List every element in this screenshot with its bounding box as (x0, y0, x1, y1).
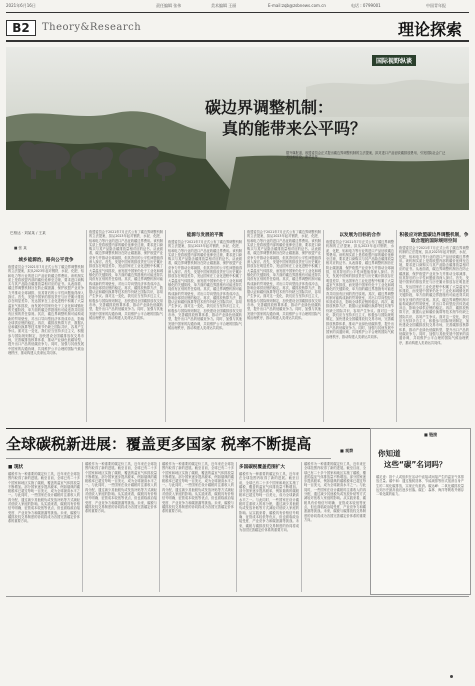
bottom-column-4 (239, 462, 299, 594)
headline-line-2: 真的能带来公平吗？ (222, 119, 367, 138)
glossary-text (376, 475, 464, 590)
column-text: 欧盟委员会于2021年7月正式公布了碳边界调整机制的立法提案，拟从2023年起对钢铁、水泥、化肥、铝和电力等行业的进口产品征收碳边界费用。该机制实质上是将欧盟内部的碳价延伸至边境，要求进口商购买与其产品隐含碳排放量相对应的证书。从表面看，碳边界调整机制旨在防止碳泄漏、保护欧盟产业竞争力并推动全球减排，但其背后的公平性问题值得深入探讨。首先，发展中国家的排放责任与历史累计排放存在明显差异，发达国家在工业化进程中积累了大量温室气体排放，而发展中国家仍处于工业化和城镇化的关键阶段，单方面的碳边界措施有可能违背共同但有区别的责任原则。其次，碳边界调整机制可能构成新的贸易壁垒，对出口导向型经济体造成冲击，影响全球供应链的稳定。再次，碳排放核算方法、数据认证和碳价换算等技术细节仍缺乏国际共识，容易产生争议。面对这一变化，我们应当坚持多边主义，积极参与国际规则制定，加快建设全国碳排放权交易市场，完善碳排放核算体系，推动产业绿色低碳转型，提升出口产品的低碳竞争力。同时，加强与其他发展中国家的沟通协调，共同维护公平合理的国际气候治理秩序，推动构建人类命运共同体。 (326, 240, 394, 339)
column-text: 欧盟委员会于2021年7月正式公布了碳边界调整机制的立法提案，拟从2023年起对钢铁、水泥、化肥、铝和电力等行业的进口产品征收碳边界费用。该机制实质上是将欧盟内部的碳价延伸至边境，要求进口商购买与其产品隐含碳排放量相对应的证书。从表面看，碳边界调整机制旨在防止碳泄漏、保护欧盟产业竞争力并推动全球减排，但其背后的公平性问题值得深入探讨。首先，发展中国家的排放责任与历史累计排放存在明显差异，发达国家在工业化进程中积累了大量温室气体排放，而发展中国家仍处于工业化和城镇化的关键阶段，单方面的碳边界措施有可能违背共同但有区别的责任原则。其次，碳边界调整机制可能构成新的贸易壁垒，对出口导向型经济体造成冲击，影响全球供应链的稳定。再次，碳排放核算方法、数据认证和碳价换算等技术细节仍缺乏国际共识，容易产生争议。面对这一变化，我们应当坚持多边主义，积极参与国际规则制定，加快建设全国碳排放权交易市场，完善碳排放核算体系，推动产业绿色低碳转型，提升出口产品的低碳竞争力。同时，加强与其他发展中国家的沟通协调，共同维护公平合理的国际气候治理秩序，推动构建人类命运共同体。 (168, 240, 242, 330)
column-text: 碳税作为一种重要的碳定价工具，近年来在全球范围内取得了新的进展。截至目前，全球已有二十多个国家和地区实施了碳税，覆盖的温室气体排放量不断增加。部分国家逐步提高税率，例如瑞典的碳税税率已超过每吨一百美元，成为全球最高水平之一。与此同时，一些国家在设计碳税时注重收入的再分配，通过减少其他税负或发放补贴等方式减轻对低收入家庭的影响。从实践来看，碳税具有价格信号明确、征管成本较低等优点，但也面临政治接受度、产业竞争力和碳泄漏等挑战。未来，碳税与碳排放权交易制度的协同将成为各国完善碳定价体系的重要方向。 (85, 462, 157, 514)
page-number: B2 (6, 20, 36, 36)
headline-line-1: 碳边界调整机制： (205, 98, 334, 117)
phone-number: 电话 : 0799001 (351, 3, 381, 8)
bottom-column-5 (304, 462, 366, 594)
glossary-body: 碳足迹：指个人或组织在活动中直接或间接产生的温室气体排放总量。碳中和：通过植树造林、节能减排等形式抵消自身产生的二氧化碳排放，实现正负抵消。碳达峰：二氧化碳排放量达到历史最高值后逐步回落。碳汇：森林、海洋等吸收并储存二氧化碳的能力。 (376, 475, 464, 497)
glossary-title-line-1: 你知道 (378, 449, 401, 458)
article-column-5 (326, 230, 394, 423)
column-divider (159, 462, 160, 592)
article-column-2 (89, 230, 163, 423)
column-text: 欧盟委员会于2021年7月正式公布了碳边界调整机制的立法提案，拟从2023年起对钢铁、水泥、化肥、铝和电力等行业的进口产品征收碳边界费用。该机制实质上是将欧盟内部的碳价延伸至边境，要求进口商购买与其产品隐含碳排放量相对应的证书。从表面看，碳边界调整机制旨在防止碳泄漏、保护欧盟产业竞争力并推动全球减排，但其背后的公平性问题值得深入探讨。首先，发展中国家的排放责任与历史累计排放存在明显差异，发达国家在工业化进程中积累了大量温室气体排放，而发展中国家仍处于工业化和城镇化的关键阶段，单方面的碳边界措施有可能违背共同但有区别的责任原则。其次，碳边界调整机制可能构成新的贸易壁垒，对出口导向型经济体造成冲击，影响全球供应链的稳定。再次，碳排放核算方法、数据认证和碳价换算等技术细节仍缺乏国际共识，容易产生争议。面对这一变化，我们应当坚持多边主义，积极参与国际规则制定，加快建设全国碳排放权交易市场，完善碳排放核算体系，推动产业绿色低碳转型，提升出口产品的低碳竞争力。同时，加强与其他发展中国家的沟通协调，共同维护公平合理的国际气候治理秩序，推动构建人类命运共同体。 (399, 246, 469, 345)
headline-underline (6, 458, 331, 459)
masthead-line (6, 2, 469, 10)
page-marker-dot (450, 675, 453, 678)
photo-caption: 据外媒报道，欧盟委员会正式提出碳边界调整机制的立法提案，拟对进口产品征收碳排放费用，引发国际社会广泛关注和讨论。新华社发 (286, 151, 446, 160)
section-title: 理论探索 (398, 20, 463, 39)
subhead: ■ 现状 (8, 465, 24, 470)
article-column-4 (247, 230, 321, 423)
author: ■ 张 某 (14, 246, 27, 250)
bottom-column-2 (85, 462, 157, 594)
paper-name: 中国青年报 (426, 3, 446, 8)
column-text: 碳税作为一种重要的碳定价工具，近年来在全球范围内取得了新的进展。截至目前，全球已有二十多个国家和地区实施了碳税，覆盖的温室气体排放量不断增加。部分国家逐步提高税率，例如瑞典的碳税税率已超过每吨一百美元，成为全球最高水平之一。与此同时，一些国家在设计碳税时注重收入的再分配，通过减少其他税负或发放补贴等方式减轻对低收入家庭的影响。从实践来看，碳税具有价格信号明确、征管成本较低等优点，但也面临政治接受度、产业竞争力和碳泄漏等挑战。未来，碳税与碳排放权交易制度的协同将成为各国完善碳定价体系的重要方向。 (304, 462, 366, 522)
section-english-name: Theory&Research (42, 22, 142, 33)
column-divider (236, 462, 237, 592)
column-divider (82, 462, 83, 592)
bottom-column-1 (8, 462, 80, 594)
column-divider (396, 230, 397, 422)
email-address: E-mail:zqb@zsbnews.com.cn (268, 3, 326, 8)
dateline: 巴格达 · 刘某某 / 王某 (10, 231, 46, 235)
article-column-1 (8, 255, 84, 423)
bottom-headline: 全球碳税新进展：覆盖更多国家 税率不断提高 (6, 435, 312, 453)
column-text: 碳税作为一种重要的碳定价工具，近年来在全球范围内取得了新的进展。截至目前，全球已有二十多个国家和地区实施了碳税，覆盖的温室气体排放量不断增加。部分国家逐步提高税率，例如瑞典的碳税税率已超过每吨一百美元，成为全球最高水平之一。与此同时，一些国家在设计碳税时注重收入的再分配，通过减少其他税负或发放补贴等方式减轻对低收入家庭的影响。从实践来看，碳税具有价格信号明确、征管成本较低等优点，但也面临政治接受度、产业竞争力和碳泄漏等挑战。未来，碳税与碳排放权交易制度的协同将成为各国完善碳定价体系的重要方向。 (239, 472, 299, 532)
column-text: 欧盟委员会于2021年7月正式公布了碳边界调整机制的立法提案，拟从2023年起对钢铁、水泥、化肥、铝和电力等行业的进口产品征收碳边界费用。该机制实质上是将欧盟内部的碳价延伸至边境，要求进口商购买与其产品隐含碳排放量相对应的证书。从表面看，碳边界调整机制旨在防止碳泄漏、保护欧盟产业竞争力并推动全球减排，但其背后的公平性问题值得深入探讨。首先，发展中国家的排放责任与历史累计排放存在明显差异，发达国家在工业化进程中积累了大量温室气体排放，而发展中国家仍处于工业化和城镇化的关键阶段，单方面的碳边界措施有可能违背共同但有区别的责任原则。其次，碳边界调整机制可能构成新的贸易壁垒，对出口导向型经济体造成冲击，影响全球供应链的稳定。再次，碳排放核算方法、数据认证和碳价换算等技术细节仍缺乏国际共识，容易产生争议。面对这一变化，我们应当坚持多边主义，积极参与国际规则制定，加快建设全国碳排放权交易市场，完善碳排放核算体系，推动产业绿色低碳转型，提升出口产品的低碳竞争力。同时，加强与其他发展中国家的沟通协调，共同维护公平合理的国际气候治理秩序，推动构建人类命运共同体。 (89, 230, 163, 320)
column-text: 欧盟委员会于2021年7月正式公布了碳边界调整机制的立法提案，拟从2023年起对钢铁、水泥、化肥、铝和电力等行业的进口产品征收碳边界费用。该机制实质上是将欧盟内部的碳价延伸至边境，要求进口商购买与其产品隐含碳排放量相对应的证书。从表面看，碳边界调整机制旨在防止碳泄漏、保护欧盟产业竞争力并推动全球减排，但其背后的公平性问题值得深入探讨。首先，发展中国家的排放责任与历史累计排放存在明显差异，发达国家在工业化进程中积累了大量温室气体排放，而发展中国家仍处于工业化和城镇化的关键阶段，单方面的碳边界措施有可能违背共同但有区别的责任原则。其次，碳边界调整机制可能构成新的贸易壁垒，对出口导向型经济体造成冲击，影响全球供应链的稳定。再次，碳排放核算方法、数据认证和碳价换算等技术细节仍缺乏国际共识，容易产生争议。面对这一变化，我们应当坚持多边主义，积极参与国际规则制定，加快建设全国碳排放权交易市场，完善碳排放核算体系，推动产业绿色低碳转型，提升出口产品的低碳竞争力。同时，加强与其他发展中国家的沟通协调，共同维护公平合理的国际气候治理秩序，推动构建人类命运共同体。 (8, 265, 84, 355)
subhead: 多国碳税覆盖范围扩大 (239, 465, 285, 470)
subhead: 积极应对欧盟碳边界调整机制，争取合理的国际规则空间 (399, 233, 469, 244)
bottom-rule (6, 596, 469, 597)
column-text: 碳税作为一种重要的碳定价工具，近年来在全球范围内取得了新的进展。截至目前，全球已有二十多个国家和地区实施了碳税，覆盖的温室气体排放量不断增加。部分国家逐步提高税率，例如瑞典的碳税税率已超过每吨一百美元，成为全球最高水平之一。与此同时，一些国家在设计碳税时注重收入的再分配，通过减少其他税负或发放补贴等方式减轻对低收入家庭的影响。从实践来看，碳税具有价格信号明确、征管成本较低等优点，但也面临政治接受度、产业竞争力和碳泄漏等挑战。未来，碳税与碳排放权交易制度的协同将成为各国完善碳定价体系的重要方向。 (162, 462, 234, 514)
subhead: 能源与发展的平衡 (186, 233, 224, 238)
bottom-tag: ■ 观察 (340, 448, 354, 453)
column-tag: 国际视野纵谈 (372, 55, 416, 66)
article-column-3 (168, 230, 242, 423)
header-rule-bold (6, 40, 469, 42)
issue-date: 2021年6月16日 (6, 3, 36, 8)
glossary-tag: ■ 链接 (424, 432, 438, 437)
bottom-column-3 (162, 462, 234, 594)
editor-credit: 责任编辑 张伟 (156, 3, 182, 8)
column-text: 碳税作为一种重要的碳定价工具，近年来在全球范围内取得了新的进展。截至目前，全球已有二十多个国家和地区实施了碳税，覆盖的温室气体排放量不断增加。部分国家逐步提高税率，例如瑞典的碳税税率已超过每吨一百美元，成为全球最高水平之一。与此同时，一些国家在设计碳税时注重收入的再分配，通过减少其他税负或发放补贴等方式减轻对低收入家庭的影响。从实践来看，碳税具有价格信号明确、征管成本较低等优点，但也面临政治接受度、产业竞争力和碳泄漏等挑战。未来，碳税与碳排放权交易制度的协同将成为各国完善碳定价体系的重要方向。 (8, 472, 80, 524)
column-divider (244, 230, 245, 422)
subhead: 以发展为目标的合作 (339, 233, 381, 238)
column-divider (301, 462, 302, 592)
header-rule (6, 12, 469, 13)
designer-credit: 美术编辑 王丽 (211, 3, 237, 8)
column-divider (165, 230, 166, 422)
glossary-title-line-2: 这些“碳”名词吗？ (384, 460, 447, 469)
article-column-6 (399, 230, 469, 423)
column-text: 欧盟委员会于2021年7月正式公布了碳边界调整机制的立法提案，拟从2023年起对钢铁、水泥、化肥、铝和电力等行业的进口产品征收碳边界费用。该机制实质上是将欧盟内部的碳价延伸至边境，要求进口商购买与其产品隐含碳排放量相对应的证书。从表面看，碳边界调整机制旨在防止碳泄漏、保护欧盟产业竞争力并推动全球减排，但其背后的公平性问题值得深入探讨。首先，发展中国家的排放责任与历史累计排放存在明显差异，发达国家在工业化进程中积累了大量温室气体排放，而发展中国家仍处于工业化和城镇化的关键阶段，单方面的碳边界措施有可能违背共同但有区别的责任原则。其次，碳边界调整机制可能构成新的贸易壁垒，对出口导向型经济体造成冲击，影响全球供应链的稳定。再次，碳排放核算方法、数据认证和碳价换算等技术细节仍缺乏国际共识，容易产生争议。面对这一变化，我们应当坚持多边主义，积极参与国际规则制定，加快建设全国碳排放权交易市场，完善碳排放核算体系，推动产业绿色低碳转型，提升出口产品的低碳竞争力。同时，加强与其他发展中国家的沟通协调，共同维护公平合理的国际气候治理秩序，推动构建人类命运共同体。 (247, 230, 321, 320)
column-divider (86, 230, 87, 422)
column-divider (323, 230, 324, 422)
subhead: 城乡能源治，路向公平竞争 (18, 258, 74, 263)
